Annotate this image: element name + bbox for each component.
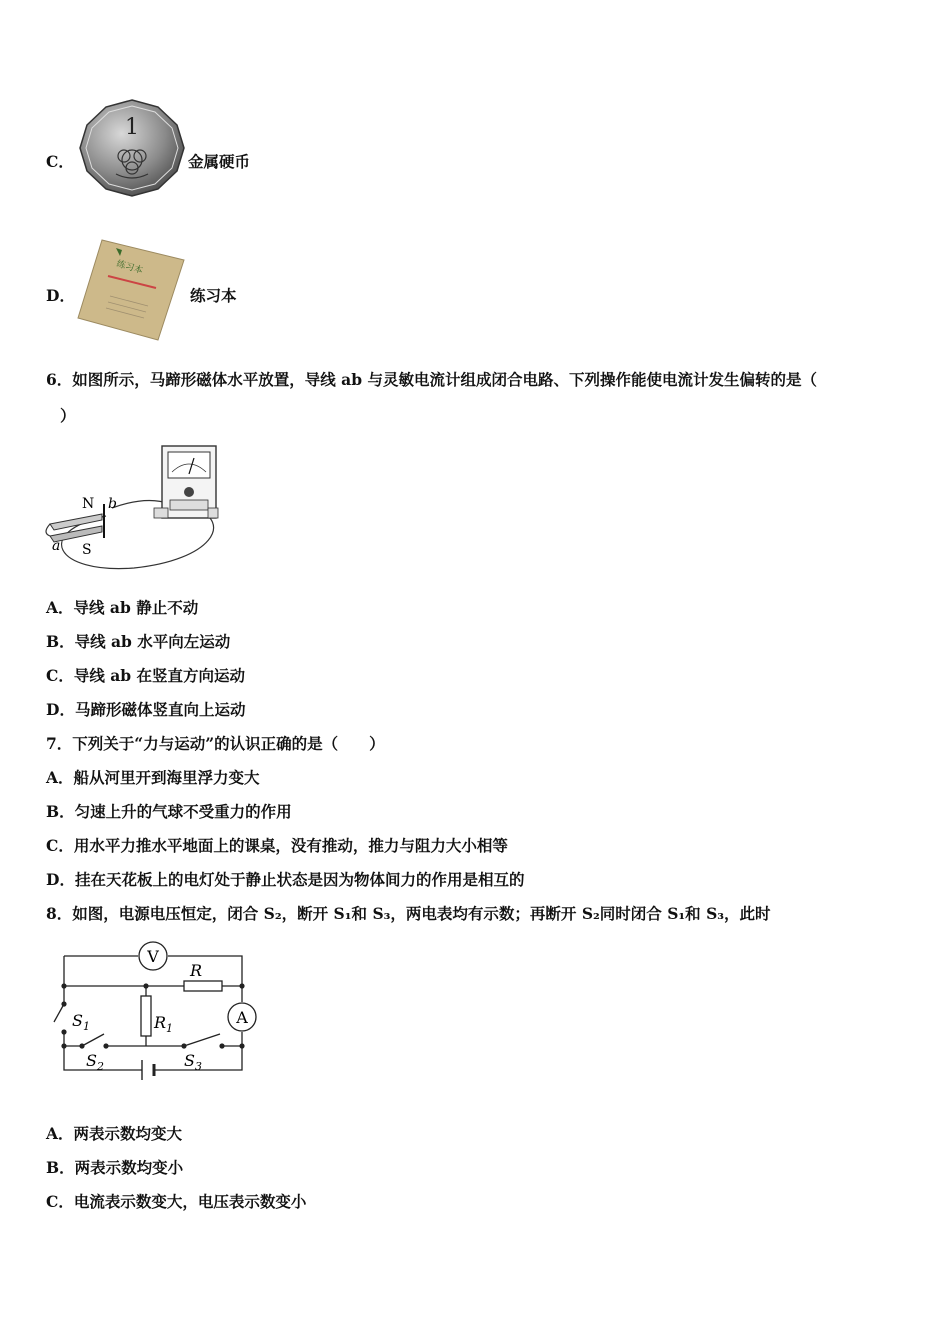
- resistor-r-label: R: [190, 961, 203, 980]
- notebook-cover: [78, 240, 184, 340]
- label-n: N: [82, 496, 95, 512]
- q6-figure: [44, 442, 224, 576]
- resistor-r1-label: $R_1$: [154, 1013, 174, 1035]
- q7-option-c: C．用水平力推水平地面上的课桌，没有推动，推力与阻力大小相等: [46, 836, 508, 855]
- switch-s2-label: $S_2$: [86, 1051, 104, 1073]
- q6-stem-line1: 6．如图所示，马蹄形磁体水平放置，导线 ab 与灵敏电流计组成闭合电路、下列操作能使电流计发生偏转的是（: [46, 370, 817, 389]
- option-c-text: 金属硬币: [188, 152, 251, 171]
- option-c-label: C．: [46, 152, 74, 171]
- q6-option-b: B．导线 ab 水平向左运动: [46, 632, 231, 651]
- label-b: b: [108, 496, 117, 512]
- switch-s3-label: $S_3$: [184, 1051, 202, 1073]
- q7-option-d: D．挂在天花板上的电灯处于静止状态是因为物体间力的作用是相互的: [46, 870, 525, 889]
- q8-option-b: B．两表示数均变小: [46, 1158, 184, 1177]
- q6-option-a: A．导线 ab 静止不动: [46, 598, 199, 617]
- option-d-label: D．: [46, 286, 75, 305]
- option-d-text: 练习本: [190, 286, 237, 305]
- q7-option-a: A．船从河里开到海里浮力变大: [46, 768, 260, 787]
- ammeter: [228, 1003, 256, 1031]
- coin-digit: 1: [125, 115, 139, 140]
- label-s: S: [82, 542, 92, 558]
- q6-stem-line2: ）: [60, 406, 76, 425]
- q7-option-b: B．匀速上升的气球不受重力的作用: [46, 802, 292, 821]
- switch-s1-label: $S_1$: [72, 1011, 90, 1033]
- q8-option-c: C．电流表示数变大，电压表示数变小: [46, 1192, 307, 1211]
- resistor-r1: [141, 996, 151, 1036]
- q8-stem: 8．如图，电源电压恒定，闭合 S₂，断开 S₁和 S₃，两电表均有示数；再断开 S₂同时闭合 S₁和 S₃，此时: [46, 904, 771, 923]
- q8-option-a: A．两表示数均变大: [46, 1124, 183, 1143]
- q8-circuit-diagram: [44, 938, 276, 1090]
- coin-image: [78, 98, 186, 198]
- notebook-image: [76, 232, 188, 344]
- battery: [142, 1060, 154, 1080]
- q6-option-c: C．导线 ab 在竖直方向运动: [46, 666, 246, 685]
- notebook-title: 练习本: [115, 259, 144, 277]
- q7-stem: 7．下列关于“力与运动”的认识正确的是（ ）: [46, 734, 385, 753]
- ammeter-label: A: [236, 1008, 248, 1027]
- voltmeter-label: V: [147, 947, 159, 966]
- q6-option-d: D．马蹄形磁体竖直向上运动: [46, 700, 246, 719]
- resistor-r: [184, 981, 222, 991]
- voltmeter: [139, 942, 167, 970]
- galvanometer: [154, 446, 218, 518]
- label-a: a: [52, 538, 61, 554]
